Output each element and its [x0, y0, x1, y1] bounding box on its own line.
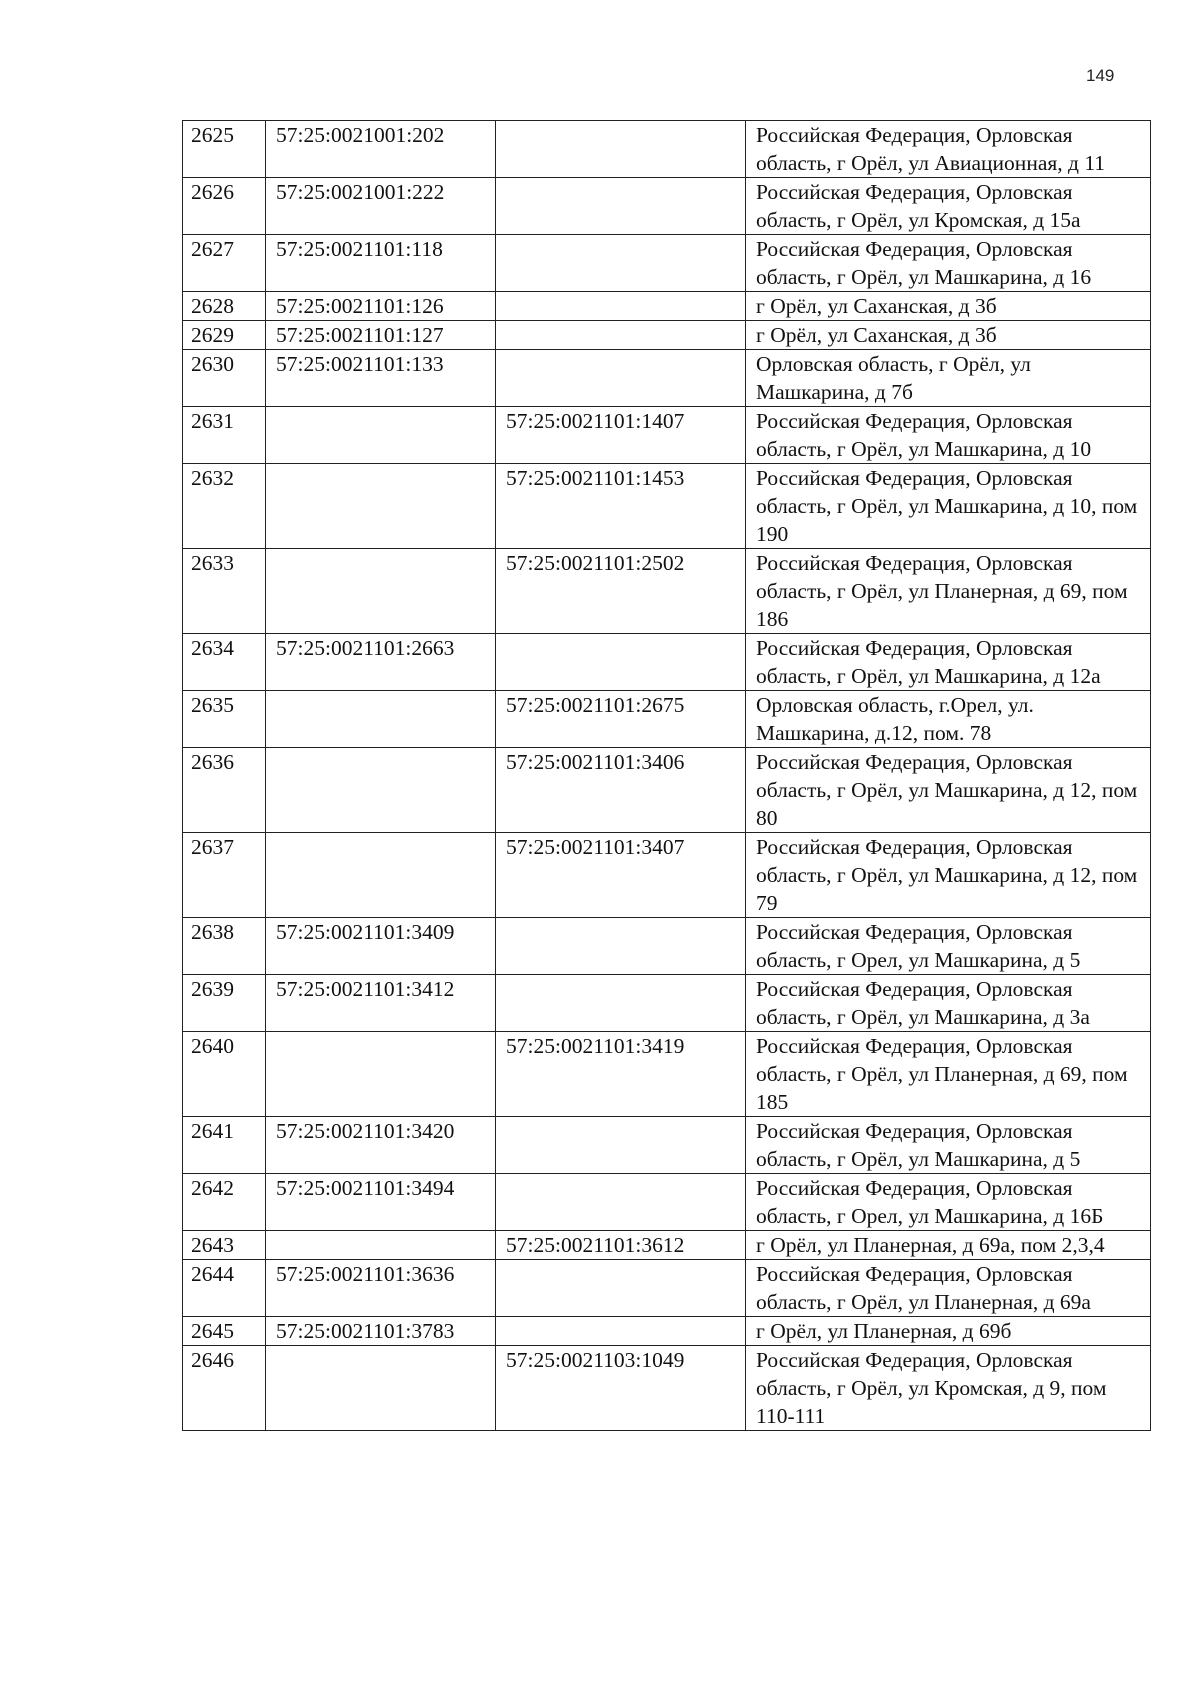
cadastral-land-cell: 57:25:0021101:126	[266, 292, 496, 321]
address-cell: Российская Федерация, Орловская область, г Орёл, ул Кромская, д 15а	[746, 178, 1151, 235]
cadastral-premises-cell	[496, 350, 746, 407]
address-cell: Российская Федерация, Орловская область, г Орёл, ул Машкарина, д 12, пом 80	[746, 748, 1151, 833]
address-cell: Орловская область, г Орёл, ул Машкарина, д 7б	[746, 350, 1151, 407]
table-row	[183, 1231, 1151, 1260]
table-row	[183, 1117, 1151, 1174]
cadastral-premises-cell	[496, 321, 746, 350]
address-cell: Российская Федерация, Орловская область, г Орёл, ул Планерная, д 69а	[746, 1260, 1151, 1317]
cadastral-land-cell	[266, 1231, 496, 1260]
address-cell: г Орёл, ул Планерная, д 69б	[746, 1317, 1151, 1346]
table-row	[183, 292, 1151, 321]
cadastral-land-cell: 57:25:0021001:202	[266, 121, 496, 178]
table-row	[183, 691, 1151, 748]
row-number-cell: 2634	[183, 634, 266, 691]
cadastral-land-cell	[266, 1346, 496, 1431]
registry-table-body	[183, 121, 1151, 1431]
cadastral-land-cell	[266, 748, 496, 833]
table-row	[183, 1317, 1151, 1346]
cadastral-premises-cell	[496, 292, 746, 321]
cadastral-premises-cell	[496, 235, 746, 292]
cadastral-land-cell: 57:25:0021101:2663	[266, 634, 496, 691]
address-cell: г Орёл, ул Планерная, д 69а, пом 2,3,4	[746, 1231, 1151, 1260]
address-cell: Орловская область, г.Орел, ул. Машкарина, д.12, пом. 78	[746, 691, 1151, 748]
address-cell: Российская Федерация, Орловская область, г Орёл, ул Планерная, д 69, пом 185	[746, 1032, 1151, 1117]
table-row	[183, 235, 1151, 292]
row-number-cell: 2641	[183, 1117, 266, 1174]
cadastral-premises-cell	[496, 1317, 746, 1346]
address-cell: Российская Федерация, Орловская область, г Орёл, ул Машкарина, д 3а	[746, 975, 1151, 1032]
cadastral-premises-cell	[496, 1174, 746, 1231]
cadastral-premises-cell: 57:25:0021101:1407	[496, 407, 746, 464]
row-number-cell: 2632	[183, 464, 266, 549]
cadastral-land-cell: 57:25:0021101:3409	[266, 918, 496, 975]
table-row	[183, 634, 1151, 691]
address-cell: Российская Федерация, Орловская область, г Орёл, ул Планерная, д 69, пом 186	[746, 549, 1151, 634]
cadastral-premises-cell: 57:25:0021101:3612	[496, 1231, 746, 1260]
cadastral-premises-cell	[496, 1117, 746, 1174]
cadastral-land-cell: 57:25:0021101:3636	[266, 1260, 496, 1317]
row-number-cell: 2633	[183, 549, 266, 634]
address-cell: Российская Федерация, Орловская область, г Орёл, ул Кромская, д 9, пом 110-111	[746, 1346, 1151, 1431]
row-number-cell: 2627	[183, 235, 266, 292]
row-number-cell: 2630	[183, 350, 266, 407]
cadastral-land-cell: 57:25:0021101:3420	[266, 1117, 496, 1174]
page-number: 149	[1086, 66, 1115, 85]
row-number-cell: 2636	[183, 748, 266, 833]
cadastral-premises-cell: 57:25:0021101:3406	[496, 748, 746, 833]
table-row	[183, 549, 1151, 634]
address-cell: Российская Федерация, Орловская область, г Орёл, ул Машкарина, д 16	[746, 235, 1151, 292]
table-row	[183, 464, 1151, 549]
cadastral-land-cell	[266, 691, 496, 748]
cadastral-premises-cell	[496, 1260, 746, 1317]
table-row	[183, 321, 1151, 350]
cadastral-premises-cell: 57:25:0021101:2502	[496, 549, 746, 634]
cadastral-land-cell: 57:25:0021101:118	[266, 235, 496, 292]
row-number-cell: 2644	[183, 1260, 266, 1317]
address-cell: Российская Федерация, Орловская область, г Орел, ул Машкарина, д 5	[746, 918, 1151, 975]
row-number-cell: 2645	[183, 1317, 266, 1346]
cadastral-land-cell: 57:25:0021101:133	[266, 350, 496, 407]
table-row	[183, 975, 1151, 1032]
table-row	[183, 1032, 1151, 1117]
row-number-cell: 2626	[183, 178, 266, 235]
row-number-cell: 2625	[183, 121, 266, 178]
row-number-cell: 2640	[183, 1032, 266, 1117]
address-cell: Российская Федерация, Орловская область, г Орёл, ул Машкарина, д 10	[746, 407, 1151, 464]
cadastral-land-cell: 57:25:0021001:222	[266, 178, 496, 235]
table-row	[183, 918, 1151, 975]
cadastral-land-cell: 57:25:0021101:3412	[266, 975, 496, 1032]
row-number-cell: 2639	[183, 975, 266, 1032]
row-number-cell: 2628	[183, 292, 266, 321]
table-row	[183, 1260, 1151, 1317]
cadastral-premises-cell: 57:25:0021101:2675	[496, 691, 746, 748]
cadastral-land-cell	[266, 1032, 496, 1117]
address-cell: Российская Федерация, Орловская область, г Орёл, ул Авиационная, д 11	[746, 121, 1151, 178]
row-number-cell: 2631	[183, 407, 266, 464]
cadastral-premises-cell: 57:25:0021103:1049	[496, 1346, 746, 1431]
cadastral-land-cell	[266, 407, 496, 464]
cadastral-land-cell	[266, 464, 496, 549]
cadastral-premises-cell: 57:25:0021101:3419	[496, 1032, 746, 1117]
cadastral-land-cell	[266, 549, 496, 634]
table-row	[183, 1346, 1151, 1431]
registry-table	[182, 120, 1151, 1431]
table-row	[183, 1174, 1151, 1231]
cadastral-premises-cell	[496, 634, 746, 691]
address-cell: г Орёл, ул Саханская, д 3б	[746, 321, 1151, 350]
address-cell: Российская Федерация, Орловская область, г Орёл, ул Машкарина, д 12а	[746, 634, 1151, 691]
cadastral-premises-cell: 57:25:0021101:3407	[496, 833, 746, 918]
table-row	[183, 121, 1151, 178]
address-cell: Российская Федерация, Орловская область, г Орёл, ул Машкарина, д 10, пом 190	[746, 464, 1151, 549]
cadastral-premises-cell: 57:25:0021101:1453	[496, 464, 746, 549]
row-number-cell: 2646	[183, 1346, 266, 1431]
cadastral-premises-cell	[496, 121, 746, 178]
table-row	[183, 748, 1151, 833]
address-cell: Российская Федерация, Орловская область, г Орел, ул Машкарина, д 16Б	[746, 1174, 1151, 1231]
cadastral-premises-cell	[496, 178, 746, 235]
row-number-cell: 2638	[183, 918, 266, 975]
cadastral-land-cell: 57:25:0021101:3783	[266, 1317, 496, 1346]
address-cell: Российская Федерация, Орловская область, г Орёл, ул Машкарина, д 5	[746, 1117, 1151, 1174]
table-row	[183, 178, 1151, 235]
row-number-cell: 2637	[183, 833, 266, 918]
address-cell: Российская Федерация, Орловская область, г Орёл, ул Машкарина, д 12, пом 79	[746, 833, 1151, 918]
address-cell: г Орёл, ул Саханская, д 3б	[746, 292, 1151, 321]
cadastral-premises-cell	[496, 975, 746, 1032]
row-number-cell: 2629	[183, 321, 266, 350]
table-row	[183, 350, 1151, 407]
row-number-cell: 2642	[183, 1174, 266, 1231]
cadastral-land-cell: 57:25:0021101:127	[266, 321, 496, 350]
row-number-cell: 2643	[183, 1231, 266, 1260]
cadastral-premises-cell	[496, 918, 746, 975]
row-number-cell: 2635	[183, 691, 266, 748]
table-row	[183, 833, 1151, 918]
table-row	[183, 407, 1151, 464]
cadastral-land-cell: 57:25:0021101:3494	[266, 1174, 496, 1231]
cadastral-land-cell	[266, 833, 496, 918]
